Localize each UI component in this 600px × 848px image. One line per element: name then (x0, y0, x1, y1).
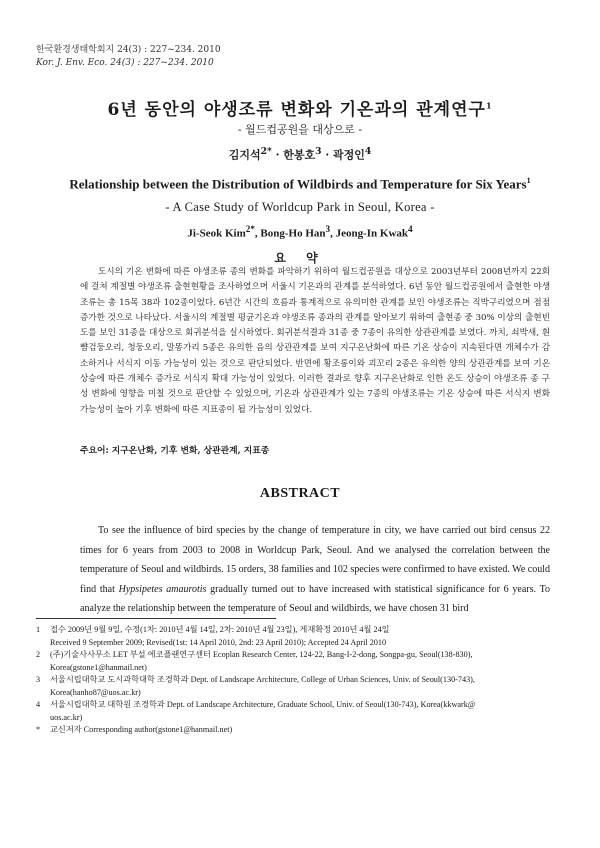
footnotes (36, 624, 556, 737)
english-abstract-body (80, 521, 550, 619)
footnote-item (36, 624, 556, 649)
footnote-line: 교신저자 Corresponding author(gstone1@hanmail.net) (50, 725, 233, 734)
korean-abstract-body: 도시의 기온 변화에 따른 야생조류 종의 변화를 파악하기 위하여 월드컵공원을 대상으로 2003년부터 2008년까지 22회에 걸쳐 계절별 야생조류 출현현황을 조사하였으며 서울시 기온과의 관계를 분석하였다. 6년 동안 월드컵공원에서 출현한 야생조류는 총 15목 38과 102종이었다. 6년간 시간의 흐름과 통계적으로 유의미한 관계를 보인 야생조류는 직박구리였으며 점점 증가한 것으로 나타났다. 서울시의 계절별 평균기온과 야생조류 종과의 관계를 알아보기 위하여 출현종 중 30% 이상의 출현빈도를 보인 31종을 대상으로 회귀분석을 실시하였다. 회귀분석결과 31종 중 7종이 유의한 상관관계를 보였다. 까치, 쇠박새, 흰뺨검둥오리, 청둥오리, 말똥가리 5종은 유의한 음의 상관관계를 보여 지구온난화에 따른 기온 상승이 지속된다면 개체수가 감소하거나 서식지 이동 가능성이 있는 것으로 판단되었다. 반면에 황조롱이와 괴꼬리 2종은 유의한 양의 상관관계를 보여 기온 상승에 따른 개체수 증가로 서식지 확대 가능성이 있었다. 이러한 결과로 향후 지구온난화로 인한 온도 상승이 야생조류 종 구성 변화에 영향을 미칠 것으로 판단할 수 있었으며, 기온과 상관관계가 있는 7종의 야생조류는 기온 상승에 따른 서식지 변화 가능성이 높아 기후 변화에 따른 지표종이 될 가능성이 있었다. (80, 267, 550, 415)
title-english-text: Relationship between the Distribution of Wildbirds and Temperature for Six Years (69, 176, 527, 192)
author-separator: · (271, 148, 284, 162)
footnote-item (36, 674, 556, 699)
footnote-line: Korea(hanho87@uos.ac.kr) (50, 687, 141, 697)
title-korean (0, 95, 600, 120)
author-en-3-mark: 4 (408, 224, 413, 234)
footnote-number: 2 (36, 650, 41, 659)
footnote-line: Received 9 September 2009; Revised(1st: 14 April 2010, 2nd: 23 April 2010); Accepted 24 April 2010 (50, 637, 387, 647)
author-kr-3-mark: 4 (364, 146, 372, 157)
abstract-heading: ABSTRACT (259, 486, 341, 501)
footnote-body (50, 624, 556, 649)
footnote-body (50, 699, 556, 724)
author-separator: · (321, 148, 334, 162)
footnote-number: 1 (36, 625, 41, 634)
korean-abstract-heading: 요 약 (274, 251, 326, 265)
author-comma: , (254, 227, 261, 240)
author-en-2: Bong-Ho Han (260, 227, 326, 240)
footnote-line: 서울시립대학교 대학원 조경학과 Dept. of Landscape Architecture, Graduate School, Univ. of Seoul(130-743), Korea(kkwark@ (50, 700, 476, 709)
author-comma: , (330, 227, 336, 240)
species-name: Hypsipetes amaurotis (118, 583, 207, 595)
footnote-body (50, 674, 556, 699)
footnote-line: Korea(gstone1@hanmail.net) (50, 662, 147, 672)
journal-citation-kr: 한국환경생태학회지 24(3) : 227~234. 2010 (36, 45, 221, 55)
footnote-number: * (36, 725, 41, 734)
author-kr-1: 김지석 (228, 148, 261, 162)
title-english-footnote-mark: 1 (526, 176, 531, 185)
footnote-line: uos.ac.kr) (50, 712, 83, 722)
subtitle-korean: - 월드컵공원을 대상으로 - (237, 123, 363, 136)
footnote-item (36, 649, 556, 674)
footnote-body (50, 724, 556, 737)
footnote-item (36, 724, 556, 737)
title-korean-text: 6년 동안의 야생조류 변화와 기온과의 관계연구 (107, 100, 486, 120)
author-kr-2-mark: 3 (315, 146, 322, 157)
subtitle-english: - A Case Study of Worldcup Park in Seoul, Korea - (165, 200, 435, 214)
title-english (0, 176, 600, 192)
authors-korean (0, 146, 600, 163)
author-kr-1-mark: 2* (260, 146, 272, 157)
author-en-2-mark: 3 (325, 224, 331, 234)
abstract-text-part2: gradually turned out to have increased with statistical significance for 6 years. To analyze the relationship between the temperature of Seoul and wildbirds, we have chosen 31 bird (80, 583, 551, 615)
footnote-line: 접수 2009년 9월 9일, 수정(1차: 2010년 4월 14일, 2차: 2010년 4월 23일), 게재확정 2010년 4월 24일 (50, 625, 390, 634)
author-kr-3: 곽정인 (333, 148, 365, 162)
author-en-1: Ji-Seok Kim (187, 227, 246, 240)
journal-citation-en: Kor. J. Env. Eco. 24(3) : 227~234. 2010 (36, 58, 214, 68)
footnote-number: 4 (36, 700, 41, 709)
journal-citation (36, 44, 221, 70)
footnote-item (36, 699, 556, 724)
author-en-1-mark: 2* (245, 224, 255, 234)
abstract-text-part1: To see the influence of bird species by the change of temperature in city, we have carried out bird census 22 times for 6 years from 2003 to 2008 in Worldcup Park, Seoul. And we analysed the correlation between the temperature of Seoul and wildbirds. 15 orders, 38 families and 102 species were confirmed to have existed. We could find that (80, 525, 550, 595)
footnote-divider (36, 618, 276, 619)
keywords: 주요어: 지구온난화, 기후 변화, 상관관계, 지표종 (80, 446, 270, 456)
footnote-body (50, 649, 556, 674)
footnote-number: 3 (36, 675, 41, 684)
author-kr-2: 한봉호 (283, 148, 316, 162)
footnote-line: 서울시립대학교 도시과학대학 조경학과 Dept. of Landscape Architecture, College of Urban Sciences, Univ. of Seoul(130-743), (50, 675, 475, 684)
footnote-line: (주)기술사사무소 LET 부설 에코플랜연구센터 Ecoplan Research Center, 124-22, Bang-I-2-dong, Songpa-gu, Seoul(138-830), (50, 650, 473, 659)
title-korean-footnote-mark: 1 (485, 100, 493, 111)
author-en-3: Jeong-In Kwak (335, 227, 409, 240)
authors-english (0, 224, 600, 240)
